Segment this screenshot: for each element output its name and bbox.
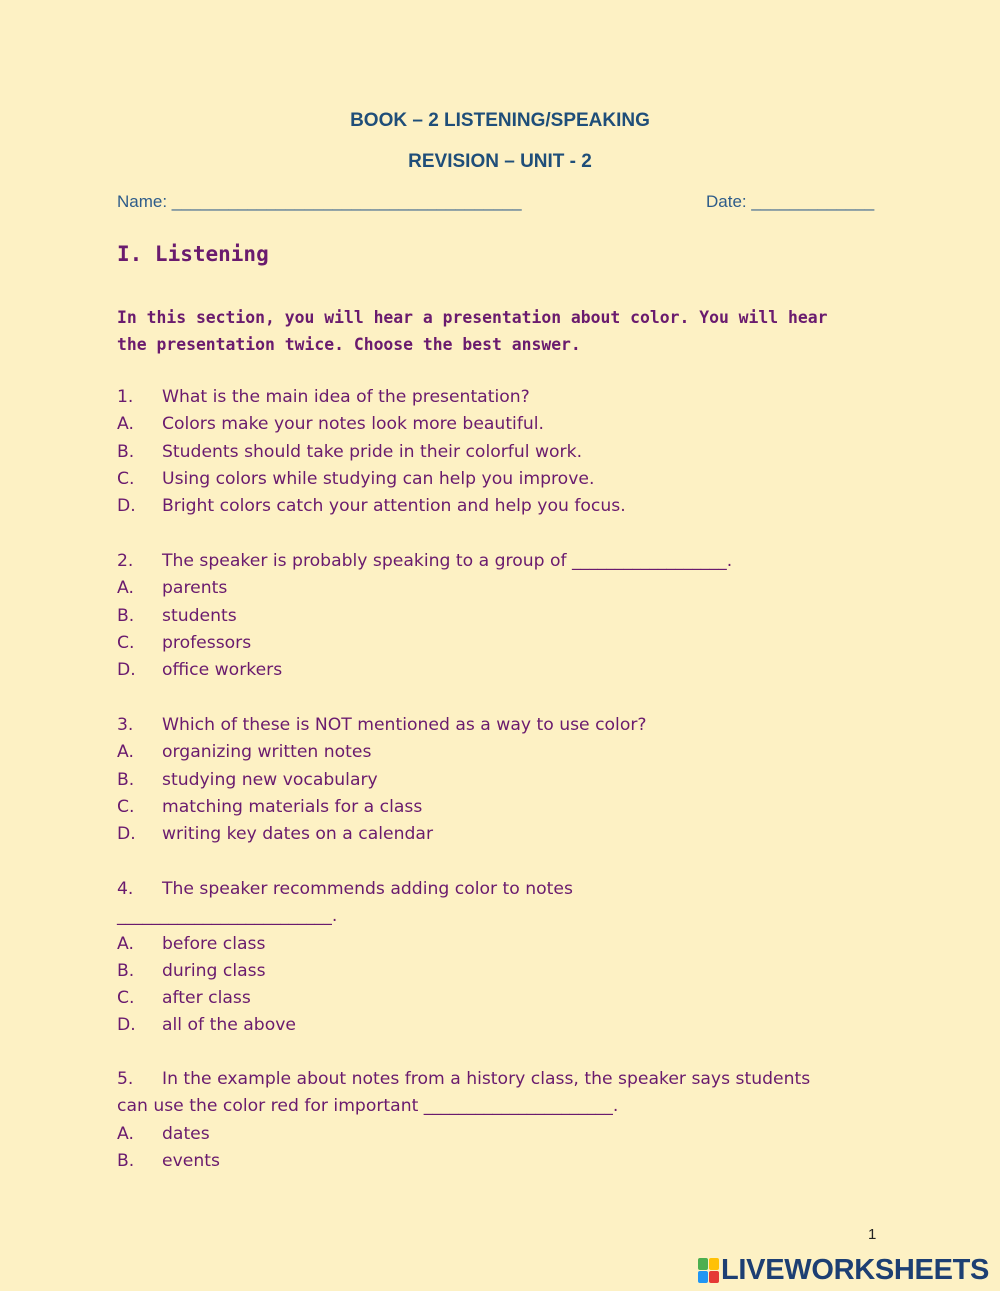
answer-option-c[interactable] <box>117 985 877 1012</box>
option-letter: B. <box>117 769 135 790</box>
section-heading: I. Listening <box>117 242 269 266</box>
option-text: after class <box>162 988 251 1009</box>
worksheet-subtitle: REVISION – UNIT - 2 <box>408 151 592 172</box>
question-number: 5. <box>117 1069 134 1089</box>
page-number: 1 <box>868 1226 877 1243</box>
question-4 <box>117 876 877 1040</box>
answer-option-a[interactable] <box>117 411 877 438</box>
question-number: 1. <box>117 387 134 407</box>
answer-option-a[interactable] <box>117 931 877 958</box>
answer-option-d[interactable] <box>117 1012 877 1039</box>
answer-option-a[interactable] <box>117 1121 877 1148</box>
answer-option-d[interactable] <box>117 821 877 848</box>
option-text: Students should take pride in their colorful work. <box>162 441 583 462</box>
option-letter: D. <box>117 496 136 517</box>
option-text: Colors make your notes look more beautiful. <box>162 414 545 435</box>
option-text: office workers <box>162 660 283 681</box>
question-stem <box>117 712 877 739</box>
question-stem <box>117 384 877 411</box>
answer-option-b[interactable] <box>117 1148 877 1175</box>
answer-option-b[interactable] <box>117 439 877 466</box>
question-1 <box>117 384 877 520</box>
logo-mark-tile <box>709 1271 719 1283</box>
option-text: studying new vocabulary <box>162 769 378 790</box>
question-5 <box>117 1066 877 1175</box>
question-text: The speaker is probably speaking to a group of __________________. <box>162 551 733 571</box>
option-text: students <box>162 605 237 626</box>
logo-mark-tile <box>698 1271 708 1283</box>
option-text: all of the above <box>162 1015 296 1036</box>
answer-option-b[interactable] <box>117 958 877 985</box>
worksheet-title: BOOK – 2 LISTENING/SPEAKING <box>350 110 650 131</box>
question-continuation: can use the color red for important ______________________. <box>117 1096 619 1117</box>
option-letter: A. <box>117 1123 134 1144</box>
answer-option-a[interactable] <box>117 739 877 766</box>
option-text: matching materials for a class <box>162 796 423 817</box>
option-text: before class <box>162 933 266 954</box>
liveworksheets-logo[interactable] <box>698 1256 989 1284</box>
answer-option-a[interactable] <box>117 575 877 602</box>
question-3 <box>117 712 877 848</box>
option-letter: D. <box>117 824 136 845</box>
logo-mark-tile <box>698 1258 708 1270</box>
name-field[interactable]: Name: _____________________________________ <box>117 192 522 211</box>
option-text: organizing written notes <box>162 742 372 763</box>
logo-mark-icon <box>698 1258 719 1283</box>
option-letter: D. <box>117 1015 136 1036</box>
option-letter: A. <box>117 578 134 599</box>
option-letter: C. <box>117 796 135 817</box>
question-number: 2. <box>117 551 134 571</box>
option-text: professors <box>162 632 252 653</box>
answer-option-c[interactable] <box>117 466 877 493</box>
option-letter: C. <box>117 632 135 653</box>
option-text: during class <box>162 960 266 981</box>
answer-option-d[interactable] <box>117 657 877 684</box>
answer-option-d[interactable] <box>117 493 877 520</box>
question-text: Which of these is NOT mentioned as a way to use color? <box>162 715 647 735</box>
question-number: 3. <box>117 715 134 735</box>
option-letter: B. <box>117 605 135 626</box>
option-text: Using colors while studying can help you improve. <box>162 468 595 489</box>
date-field[interactable]: Date: _____________ <box>706 192 875 211</box>
option-text: dates <box>162 1123 210 1144</box>
question-continuation: _________________________. <box>117 906 338 927</box>
answer-option-c[interactable] <box>117 630 877 657</box>
question-text: What is the main idea of the presentation? <box>162 387 530 407</box>
question-text: In the example about notes from a history class, the speaker says students <box>162 1069 811 1089</box>
question-stem <box>117 1066 877 1093</box>
option-text: parents <box>162 578 228 599</box>
option-letter: A. <box>117 933 134 954</box>
option-letter: D. <box>117 660 136 681</box>
option-letter: B. <box>117 1150 135 1171</box>
option-letter: C. <box>117 988 135 1009</box>
question-text: The speaker recommends adding color to notes <box>162 879 573 899</box>
option-letter: A. <box>117 742 134 763</box>
answer-option-c[interactable] <box>117 794 877 821</box>
option-text: events <box>162 1150 220 1171</box>
option-text: writing key dates on a calendar <box>162 824 434 845</box>
question-number: 4. <box>117 879 134 899</box>
question-stem <box>117 548 877 575</box>
option-letter: A. <box>117 414 134 435</box>
option-letter: B. <box>117 441 135 462</box>
answer-option-b[interactable] <box>117 603 877 630</box>
logo-mark-tile <box>709 1258 719 1270</box>
option-letter: C. <box>117 468 135 489</box>
answer-option-b[interactable] <box>117 767 877 794</box>
question-2 <box>117 548 877 684</box>
option-letter: B. <box>117 960 135 981</box>
section-instructions: In this section, you will hear a presentation about color. You will hear the presentation twice. Choose the best answer. <box>117 308 828 354</box>
question-stem <box>117 876 877 903</box>
option-text: Bright colors catch your attention and help you focus. <box>162 496 626 517</box>
logo-text: LIVEWORKSHEETS <box>721 1254 990 1286</box>
